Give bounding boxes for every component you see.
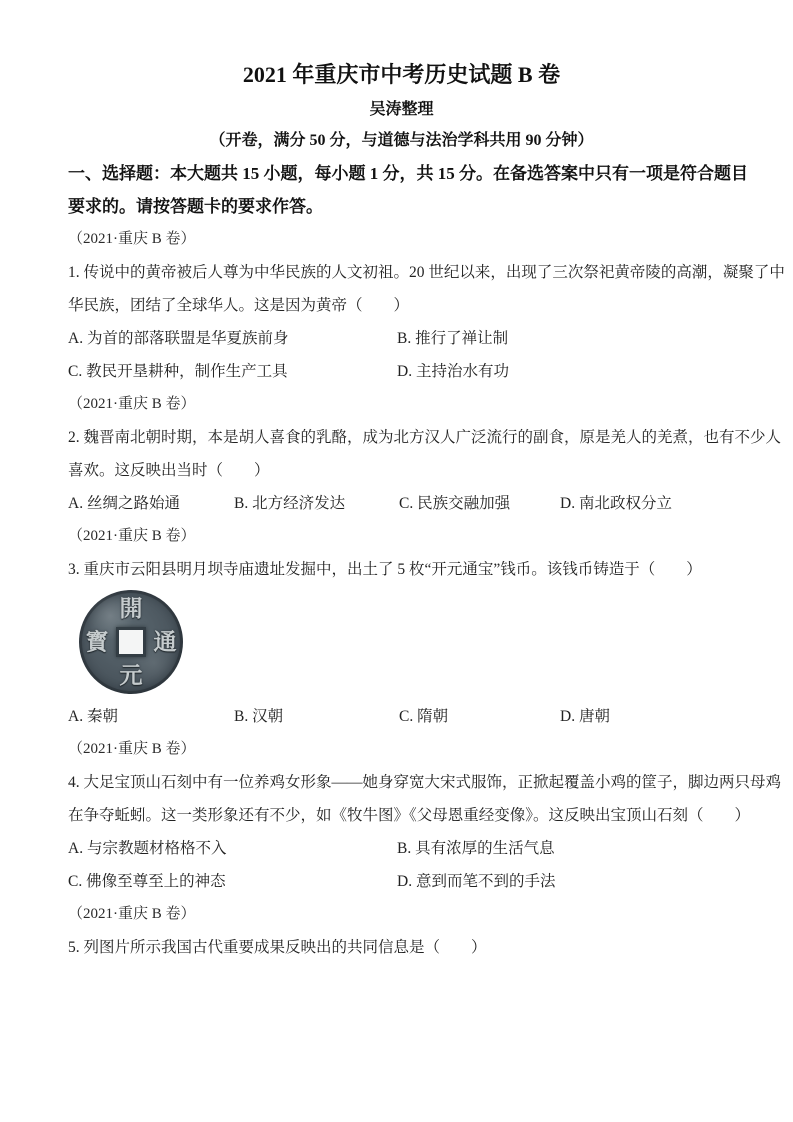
section-heading-line2: 要求的。请按答题卡的要求作答。 <box>68 197 323 216</box>
question-4-options-row2 <box>68 865 735 898</box>
question-3-stem: 3. 重庆市云阳县明月坝寺庙遗址发掘中，出土了 5 枚“开元通宝”钱币。该钱币铸造于（ ） <box>68 561 702 578</box>
question-5-source-tag: （2021·重庆 B 卷） <box>68 906 196 922</box>
coin-character-right: 通 <box>153 629 177 655</box>
compiler-line: 吴涛整理 <box>369 101 434 118</box>
question-3-source-tag: （2021·重庆 B 卷） <box>68 528 196 544</box>
question-1-options-row2 <box>68 355 735 388</box>
question-4-option-d: D. 意到而笔不到的手法 <box>397 873 556 890</box>
question-1-options-row1 <box>68 322 735 355</box>
question-2-stem-line1: 2. 魏晋南北朝时期，本是胡人喜食的乳酪，成为北方汉人广泛流行的副食，原是羌人的羌煮，也有不少人 <box>68 429 782 446</box>
question-1-stem-line1: 1. 传说中的黄帝被后人尊为中华民族的人文初祖。20 世纪以来，出现了三次祭祀黄帝陵的高潮，凝聚了中 <box>68 264 785 281</box>
question-4-source-tag: （2021·重庆 B 卷） <box>68 741 196 757</box>
kaiyuan-tongbao-coin-figure <box>68 586 735 700</box>
coin-image <box>79 590 183 694</box>
question-3-option-d: D. 唐朝 <box>560 708 610 725</box>
section-heading-line1: 一、选择题：本大题共 15 小题，每小题 1 分，共 15 分。在备选答案中只有一项是符合题目 <box>68 164 748 183</box>
question-5-stem: 5. 列图片所示我国古代重要成果反映出的共同信息是（ ） <box>68 939 487 956</box>
question-4-option-b: B. 具有浓厚的生活气息 <box>397 840 555 857</box>
question-4-option-c: C. 佛像至尊至上的神态 <box>68 873 226 890</box>
question-1-source-tag: （2021·重庆 B 卷） <box>68 231 196 247</box>
question-1-option-a: A. 为首的部落联盟是华夏族前身 <box>68 330 289 347</box>
question-3-option-c: C. 隋朝 <box>399 708 449 725</box>
question-1-option-c: C. 教民开垦耕种，制作生产工具 <box>68 363 288 380</box>
question-2-source-tag: （2021·重庆 B 卷） <box>68 396 196 412</box>
question-2-stem-line2: 喜欢。这反映出当时（ ） <box>68 462 270 479</box>
coin-square-hole <box>116 627 146 657</box>
question-2-option-d: D. 南北政权分立 <box>560 495 672 512</box>
question-1-stem-line2: 华民族，团结了全球华人。这是因为黄帝（ ） <box>68 297 410 314</box>
question-3-option-b: B. 汉朝 <box>234 708 284 725</box>
question-2-option-c: C. 民族交融加强 <box>399 495 511 512</box>
question-4-options-row1 <box>68 832 735 865</box>
exam-open-note: （开卷，满分 50 分，与道德与法治学科共用 90 分钟） <box>209 132 594 149</box>
coin-character-top: 開 <box>119 596 143 621</box>
question-1-option-b: B. 推行了禅让制 <box>397 330 509 347</box>
question-4-stem-line1: 4. 大足宝顶山石刻中有一位养鸡女形象——她身穿宽大宋式服饰，正掀起覆盖小鸡的筐子，脚边两只母鸡 <box>68 774 782 791</box>
coin-character-bottom: 元 <box>119 663 143 688</box>
question-4-stem-line2: 在争夺蚯蚓。这一类形象还有不少，如《牧牛图》《父母恩重经变像》。这反映出宝顶山石刻（ ） <box>68 807 751 824</box>
question-3-options-row <box>68 700 735 733</box>
question-2-option-a: A. 丝绸之路始通 <box>68 495 180 512</box>
question-3-option-a: A. 秦朝 <box>68 708 118 725</box>
question-2-option-b: B. 北方经济发达 <box>234 495 346 512</box>
question-1-option-d: D. 主持治水有功 <box>397 363 509 380</box>
document-title: 2021 年重庆市中考历史试题 B 卷 <box>242 62 561 87</box>
coin-character-left: 寳 <box>85 629 109 655</box>
question-4-option-a: A. 与宗教题材格格不入 <box>68 840 227 857</box>
question-2-options-row <box>68 487 735 520</box>
